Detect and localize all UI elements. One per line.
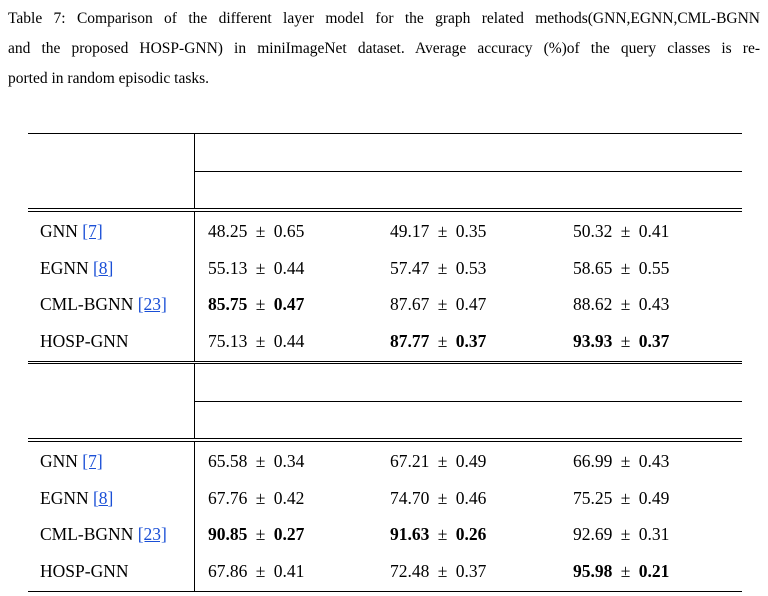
accuracy-cell (573, 443, 669, 479)
accuracy-mean: 49.17 (390, 221, 430, 241)
accuracy-std: 0.37 (455, 330, 487, 351)
accuracy-std: 0.55 (638, 257, 670, 278)
plus-minus-sign: ± (616, 487, 635, 508)
plus-minus-sign: ± (433, 330, 452, 351)
accuracy-mean: 87.77 (390, 330, 430, 351)
accuracy-cell (390, 516, 486, 552)
accuracy-cell (208, 553, 304, 589)
method-name (40, 286, 167, 322)
accuracy-std: 0.47 (455, 294, 487, 314)
accuracy-cell (208, 443, 304, 479)
citation-link[interactable]: [7] (82, 221, 103, 241)
accuracy-std: 0.42 (273, 487, 305, 508)
accuracy-mean: 55.13 (208, 257, 248, 278)
accuracy-mean: 90.85 (208, 524, 248, 544)
method-name (40, 443, 103, 479)
accuracy-std: 0.53 (455, 257, 487, 278)
method-label: EGNN (40, 487, 93, 508)
plus-minus-sign: ± (251, 221, 270, 241)
accuracy-mean: 67.21 (390, 451, 430, 471)
plus-minus-sign: ± (251, 257, 270, 278)
method-name (40, 213, 103, 249)
header-subrule (194, 171, 742, 172)
plus-minus-sign: ± (251, 294, 270, 314)
header-subrule (194, 401, 742, 402)
accuracy-mean: 91.63 (390, 524, 430, 544)
accuracy-cell (573, 553, 669, 589)
accuracy-mean: 85.75 (208, 294, 248, 314)
accuracy-mean: 75.13 (208, 330, 248, 351)
accuracy-cell (390, 250, 486, 286)
accuracy-std: 0.41 (638, 221, 670, 241)
accuracy-cell (390, 553, 486, 589)
accuracy-mean: 72.48 (390, 560, 430, 581)
method-name (40, 553, 128, 589)
plus-minus-sign: ± (433, 221, 452, 241)
table-rule (28, 363, 742, 364)
accuracy-cell (390, 480, 486, 516)
accuracy-cell (208, 286, 304, 322)
table-caption (8, 4, 760, 94)
accuracy-cell (390, 213, 486, 249)
accuracy-mean: 67.76 (208, 487, 248, 508)
accuracy-cell (573, 516, 669, 552)
accuracy-std: 0.49 (638, 487, 670, 508)
accuracy-std: 0.37 (455, 560, 487, 581)
method-label: HOSP-GNN (40, 330, 129, 351)
accuracy-cell (390, 323, 486, 359)
accuracy-mean: 50.32 (573, 221, 613, 241)
method-label: EGNN (40, 257, 93, 278)
plus-minus-sign: ± (251, 330, 270, 351)
accuracy-std: 0.43 (638, 451, 670, 471)
accuracy-cell (573, 286, 669, 322)
accuracy-std: 0.65 (273, 221, 305, 241)
accuracy-cell (208, 250, 304, 286)
accuracy-std: 0.46 (455, 487, 487, 508)
accuracy-mean: 95.98 (573, 560, 613, 581)
plus-minus-sign: ± (433, 451, 452, 471)
column-divider (194, 211, 195, 361)
accuracy-std: 0.31 (638, 524, 670, 544)
method-label: GNN (40, 451, 83, 471)
caption-line: ported in random episodic tasks. (8, 70, 210, 87)
accuracy-cell (390, 443, 486, 479)
accuracy-cell (390, 286, 486, 322)
column-divider (194, 441, 195, 591)
plus-minus-sign: ± (251, 560, 270, 581)
accuracy-std: 0.44 (273, 257, 305, 278)
accuracy-cell (573, 250, 669, 286)
citation-link[interactable]: [23] (137, 294, 167, 314)
plus-minus-sign: ± (616, 524, 635, 544)
plus-minus-sign: ± (616, 221, 635, 241)
accuracy-std: 0.21 (638, 560, 670, 581)
table-rule (28, 208, 742, 209)
accuracy-std: 0.47 (273, 294, 305, 314)
accuracy-std: 0.43 (638, 294, 670, 314)
plus-minus-sign: ± (251, 487, 270, 508)
plus-minus-sign: ± (433, 560, 452, 581)
table-rule (28, 133, 742, 134)
accuracy-mean: 66.99 (573, 451, 613, 471)
column-divider (194, 133, 195, 208)
method-label: CML-BGNN (40, 294, 138, 314)
accuracy-mean: 74.70 (390, 487, 430, 508)
accuracy-cell (208, 213, 304, 249)
method-label: HOSP-GNN (40, 560, 129, 581)
accuracy-std: 0.44 (273, 330, 305, 351)
caption-line: Table 7: Comparison of the different layer model for the graph related methods(GNN,EGNN,CML-BGNN (8, 10, 760, 27)
accuracy-mean: 75.25 (573, 487, 613, 508)
method-label: GNN (40, 221, 83, 241)
method-name (40, 516, 167, 552)
table-rule (28, 441, 742, 442)
accuracy-mean: 65.58 (208, 451, 248, 471)
method-name (40, 250, 113, 286)
column-divider (194, 363, 195, 438)
method-label: CML-BGNN (40, 524, 138, 544)
citation-link[interactable]: [8] (92, 487, 114, 508)
accuracy-mean: 57.47 (390, 257, 430, 278)
accuracy-mean: 88.62 (573, 294, 613, 314)
accuracy-cell (208, 480, 304, 516)
plus-minus-sign: ± (616, 257, 635, 278)
accuracy-mean: 92.69 (573, 524, 613, 544)
accuracy-cell (573, 480, 669, 516)
table-rule (28, 361, 742, 362)
method-name (40, 323, 128, 359)
plus-minus-sign: ± (433, 487, 452, 508)
accuracy-cell (208, 516, 304, 552)
accuracy-std: 0.27 (273, 524, 305, 544)
plus-minus-sign: ± (433, 257, 452, 278)
method-name (40, 480, 113, 516)
citation-link[interactable]: [8] (92, 257, 114, 278)
accuracy-mean: 67.86 (208, 560, 248, 581)
plus-minus-sign: ± (251, 451, 270, 471)
caption-line: and the proposed HOSP-GNN) in miniImageNet dataset. Average accuracy (%)of the query classes is re- (8, 40, 760, 57)
citation-link[interactable]: [23] (137, 524, 167, 544)
table-rule (28, 211, 742, 212)
plus-minus-sign: ± (616, 451, 635, 471)
plus-minus-sign: ± (433, 524, 452, 544)
accuracy-std: 0.34 (273, 451, 305, 471)
accuracy-std: 0.26 (455, 524, 487, 544)
accuracy-cell (573, 213, 669, 249)
table-rule (28, 438, 742, 439)
accuracy-std: 0.49 (455, 451, 487, 471)
accuracy-cell (208, 323, 304, 359)
accuracy-std: 0.37 (638, 330, 670, 351)
plus-minus-sign: ± (616, 294, 635, 314)
accuracy-std: 0.35 (455, 221, 487, 241)
accuracy-mean: 87.67 (390, 294, 430, 314)
accuracy-std: 0.41 (273, 560, 305, 581)
plus-minus-sign: ± (616, 330, 635, 351)
plus-minus-sign: ± (433, 294, 452, 314)
table-rule (28, 591, 742, 592)
plus-minus-sign: ± (251, 524, 270, 544)
citation-link[interactable]: [7] (82, 451, 103, 471)
accuracy-cell (573, 323, 669, 359)
accuracy-mean: 93.93 (573, 330, 613, 351)
plus-minus-sign: ± (616, 560, 635, 581)
accuracy-mean: 48.25 (208, 221, 248, 241)
accuracy-mean: 58.65 (573, 257, 613, 278)
